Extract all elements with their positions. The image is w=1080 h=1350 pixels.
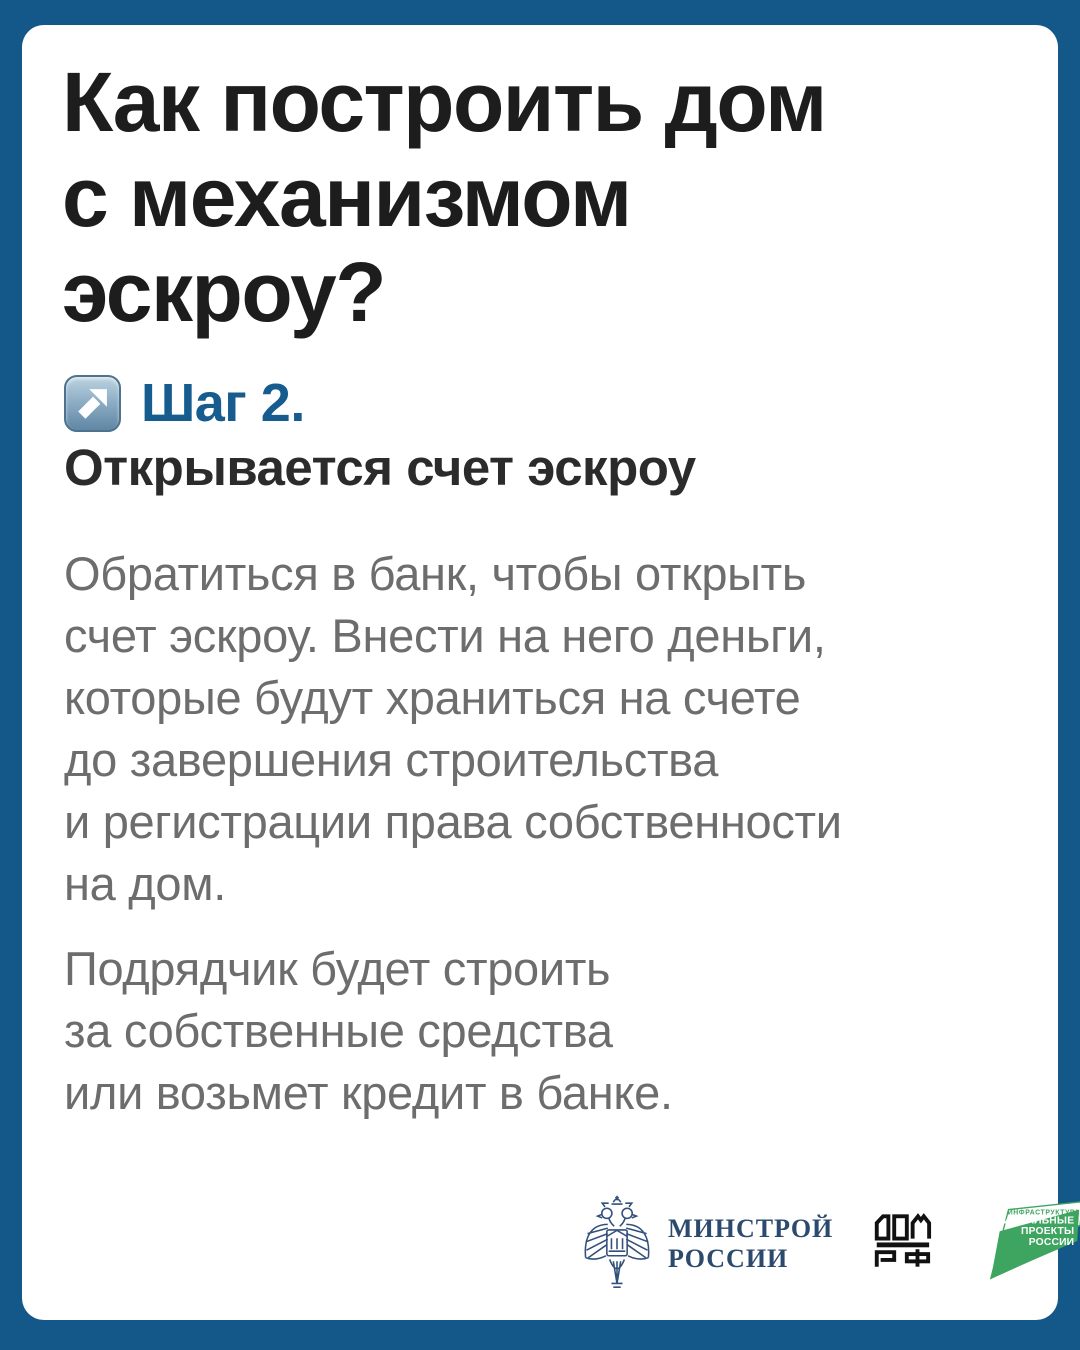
natproject-line-1: НАЦИОНАЛЬНЫЕ (985, 1215, 1075, 1227)
natproject-tag: ИНФРАСТРУКТУРА (1008, 1209, 1080, 1217)
content-card (22, 25, 1080, 1320)
domrf-logo (869, 1202, 933, 1285)
minstroy-eagle-icon (580, 1193, 654, 1294)
step-subtitle: Открывается счет эскроу (64, 439, 696, 496)
natproject-line-3: РОССИИ (1029, 1236, 1075, 1248)
footer-logos (580, 1191, 1080, 1296)
up-right-arrow-icon (64, 375, 121, 432)
natproject-logo (985, 1199, 1080, 1288)
step-heading-row (64, 372, 305, 434)
body-paragraph-1: Обратиться в банк, чтобы открыть счет эскроу. Внести на него деньги, которые будут храниться на счете до завершения строительства и регистрации права собственности на дом. (64, 547, 842, 910)
step-label: Шаг 2. (141, 373, 305, 433)
minstroy-line-1: МИНСТРОЙ (668, 1213, 834, 1243)
page-title: Как построить дом с механизмом эскроу? (62, 55, 826, 339)
body-paragraph-2: Подрядчик будет строить за собственные средства или возьмет кредит в банке. (64, 942, 673, 1119)
minstroy-wordmark (668, 1214, 833, 1274)
minstroy-line-2: РОССИИ (668, 1243, 789, 1273)
minstroy-logo (580, 1193, 833, 1294)
natproject-line-2: ПРОЕКТЫ (1021, 1226, 1075, 1238)
